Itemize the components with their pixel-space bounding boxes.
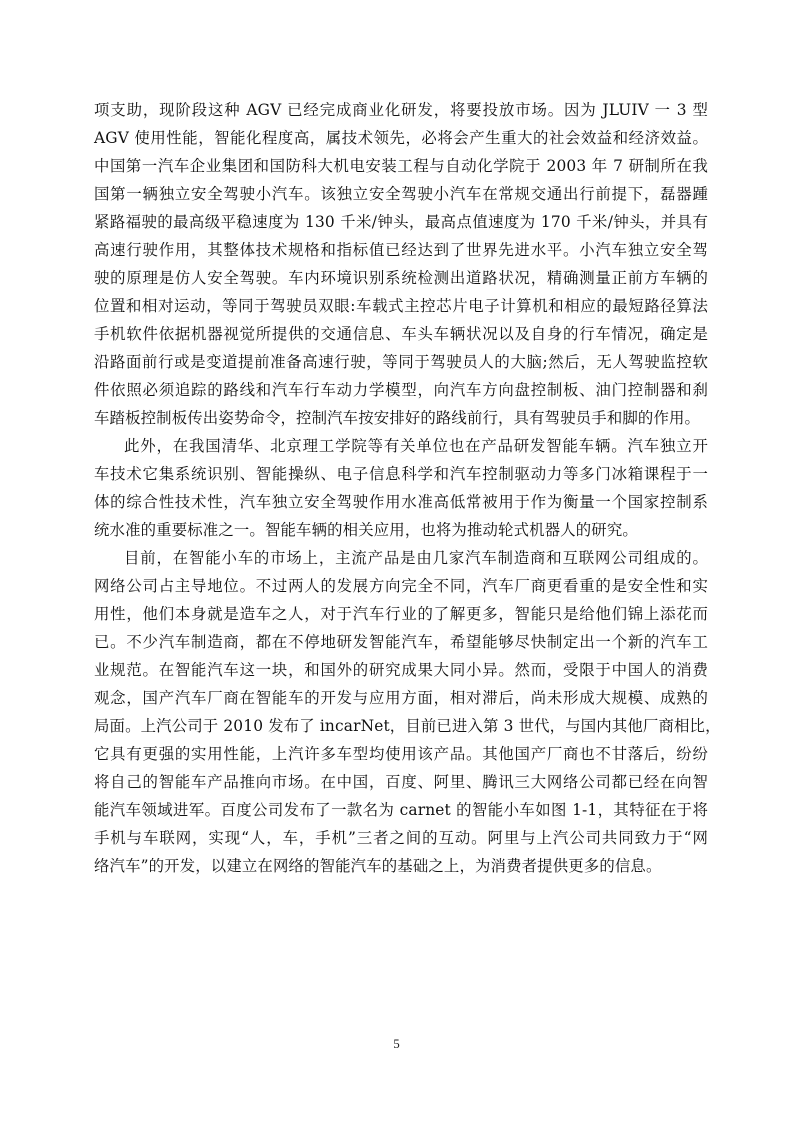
- body-text-line: 车技术它集系统识别、智能操纵、电子信息科学和汽车控制驱动力等多门冰箱课程于一: [94, 465, 708, 483]
- body-text-line: 用性，他们本身就是造车之人，对于汽车行业的了解更多，智能只是给他们锦上添花而: [94, 605, 708, 623]
- body-text-line: 网络公司占主导地位。不过两人的发展方向完全不同，汽车厂商更看重的是安全性和实: [94, 577, 708, 595]
- body-text-line: 它具有更强的实用性能，上汽许多车型均使用该产品。其他国产厂商也不甘落后，纷纷: [94, 745, 708, 763]
- body-text-line: 业规范。在智能汽车这一块，和国外的研究成果大同小异。然而，受限于中国人的消费: [94, 661, 708, 679]
- body-text-line: 项支助，现阶段这种 AGV 已经完成商业化研发，将要投放市场。因为 JLUIV 一 3 型: [94, 101, 708, 119]
- body-text-line: 国第一辆独立安全驾驶小汽车。该独立安全驾驶小汽车在常规交通出行前提下，磊器踵: [94, 185, 708, 203]
- page-number: 5: [393, 1036, 400, 1051]
- body-text-line: 位置和相对运动，等同于驾驶员双眼:车载式主控芯片电子计算机和相应的最短路径算法: [94, 297, 708, 315]
- body-text-line: 已。不少汽车制造商，都在不停地研发智能汽车，希望能够尽快制定出一个新的汽车工: [94, 633, 708, 651]
- body-text-line: 体的综合性技术性，汽车独立安全驾驶作用水准高低常被用于作为衡量一个国家控制系: [94, 493, 708, 511]
- body-text-line: 车踏板控制板传出姿势命令，控制汽车按安排好的路线前行，具有驾驶员手和脚的作用。: [94, 409, 701, 427]
- body-text-line: 统水准的重要标准之一。智能车辆的相关应用，也将为推动轮式机器人的研究。: [94, 521, 638, 539]
- body-text-line: 能汽车领域进军。百度公司发布了一款名为 carnet 的智能小车如图 1-1，其特征在于将: [94, 801, 708, 819]
- body-text-line: 将自己的智能车产品推向市场。在中国，百度、阿里、腾讯三大网络公司都已经在向智: [94, 773, 708, 791]
- body-text-line: AGV 使用性能，智能化程度高，属技术领先，必将会产生重大的社会效益和经济效益。: [94, 129, 708, 147]
- body-text-line: 手机软件依据机器视觉所提供的交通信息、车头车辆状况以及自身的行车情况，确定是: [94, 325, 708, 343]
- paragraph-first-line: 目前，在智能小车的市场上，主流产品是由几家汽车制造商和互联网公司组成的。: [124, 549, 708, 567]
- body-text-line: 手机与车联网，实现“人，车，手机”三者之间的互动。阿里与上汽公司共同致力于“网: [94, 829, 708, 847]
- body-text-line: 紧路福驶的最高级平稳速度为 130 千米/钟头，最高点值速度为 170 千米/钟头，并具有: [94, 213, 708, 231]
- paragraph-first-line: 此外，在我国清华、北京理工学院等有关单位也在产品研发智能车辆。汽车独立开: [124, 437, 708, 455]
- body-text-line: 局面。上汽公司于 2010 发布了 incarNet，目前已进入第 3 世代，与国内其他厂商相比，: [94, 717, 721, 735]
- body-text-line: 络汽车”的开发，以建立在网络的智能汽车的基础之上，为消费者提供更多的信息。: [94, 857, 662, 875]
- body-text-line: 观念，国产汽车厂商在智能车的开发与应用方面，相对滞后，尚未形成大规模、成熟的: [94, 689, 708, 707]
- body-text-line: 沿路面前行或是变道提前准备高速行驶，等同于驾驶员人的大脑;然后，无人驾驶监控软: [94, 353, 708, 371]
- body-text-line: 件依照必须追踪的路线和汽车行车动力学模型，向汽车方向盘控制板、油门控制器和刹: [94, 381, 708, 399]
- body-text-line: 驶的原理是仿人安全驾驶。车内环境识别系统检测出道路状况，精确测量正前方车辆的: [94, 269, 708, 287]
- body-text-line: 中国第一汽车企业集团和国防科大机电安装工程与自动化学院于 2003 年 7 研制所在我: [94, 157, 708, 175]
- body-text-line: 高速行驶作用，其整体技术规格和指标值已经达到了世界先进水平。小汽车独立安全驾: [94, 241, 708, 259]
